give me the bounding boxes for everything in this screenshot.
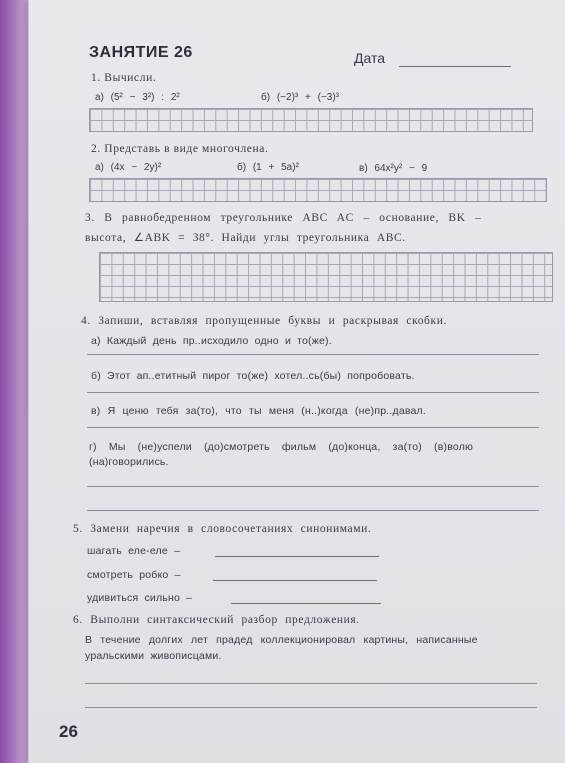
task-2-heading: 2. Представь в виде многочлена. — [91, 143, 269, 155]
task-5-item-3-blank[interactable] — [231, 603, 381, 604]
task-5-item-1: шагать еле-еле – — [87, 545, 181, 557]
task-5-item-3: удивиться сильно – — [87, 592, 193, 604]
task-1-answer-grid[interactable] — [89, 108, 533, 132]
task-3-line-1: 3. В равнобедренном треугольнике ABC AC – основание, BK – — [85, 212, 482, 224]
task-1-a: а) (5² − 3²) : 2² — [95, 92, 180, 103]
task-4-d-answer-line-2[interactable] — [87, 510, 539, 511]
task-5-item-2-blank[interactable] — [213, 580, 377, 581]
task-5-item-1-blank[interactable] — [215, 556, 379, 557]
task-4-a-answer-line[interactable] — [87, 354, 539, 355]
task-6-answer-line-1[interactable] — [85, 683, 537, 684]
task-4-d-line-1: г) Мы (не)успели (до)смотреть фильм (до)конца, за(то) (в)волю — [89, 441, 474, 453]
task-5-item-2: смотреть робко – — [87, 569, 181, 581]
task-2-c: в) 64x²y² − 9 — [359, 163, 428, 174]
task-4-heading: 4. Запиши, вставляя пропущенные буквы и раскрывая скобки. — [81, 315, 447, 327]
date-field[interactable] — [399, 66, 511, 67]
page-number: 26 — [59, 722, 78, 741]
task-1-heading: 1. Вычисли. — [91, 72, 157, 84]
task-4-d-line-2: (на)говорились. — [89, 456, 169, 468]
task-2-b: б) (1 + 5a)² — [237, 162, 299, 173]
task-3-answer-grid[interactable] — [99, 252, 553, 302]
task-1-b: б) (−2)³ + (−3)³ — [261, 92, 340, 103]
task-4-a: а) Каждый день пр..исходило одно и то(же). — [91, 335, 332, 347]
task-2-a: а) (4x − 2y)² — [95, 162, 162, 173]
task-6-sentence-line-1: В течение долгих лет прадед коллекционировал картины, написанные — [85, 634, 478, 646]
workbook-page — [28, 0, 565, 763]
task-6-sentence-line-2: уральскими живописцами. — [85, 650, 222, 662]
task-4-c: в) Я ценю тебя за(то), что ты меня (н..)когда (не)пр..давал. — [91, 405, 427, 417]
task-6-answer-line-2[interactable] — [85, 707, 537, 708]
task-3-line-2: высота, ∠ABK = 38°. Найди углы треугольника ABC. — [85, 232, 406, 244]
task-4-b: б) Этот ап..етитный пирог то(же) хотел..сь(бы) попробовать. — [91, 370, 415, 382]
task-4-b-answer-line[interactable] — [87, 392, 539, 393]
date-label: Дата — [354, 50, 386, 66]
lesson-title: ЗАНЯТИЕ 26 — [89, 44, 193, 61]
task-2-answer-grid[interactable] — [89, 178, 547, 202]
task-4-c-answer-line[interactable] — [87, 427, 539, 428]
task-5-heading: 5. Замени наречия в словосочетаниях синонимами. — [73, 523, 372, 535]
task-4-d-answer-line-1[interactable] — [87, 486, 539, 487]
task-6-heading: 6. Выполни синтаксический разбор предложения. — [73, 614, 360, 626]
